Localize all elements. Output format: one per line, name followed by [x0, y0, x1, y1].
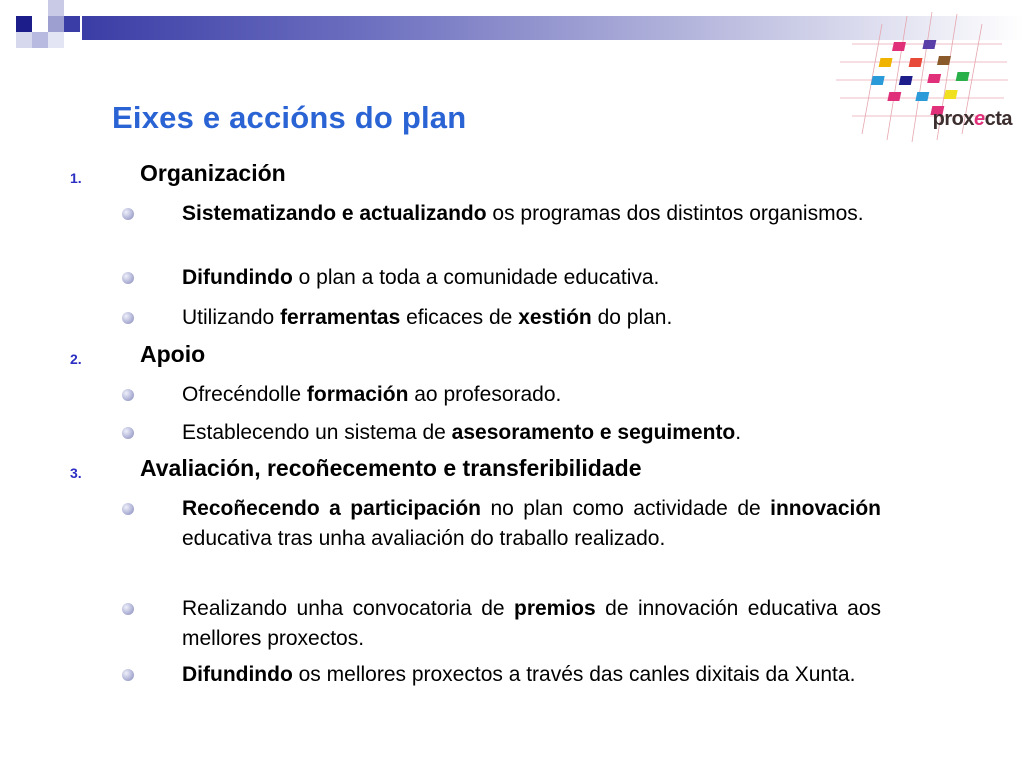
bullet-icon: [122, 272, 134, 284]
logo-wordmark: proxecta: [932, 108, 1012, 130]
list-item-text: Difundindo os mellores proxectos a través das canles dixitais da Xunta.: [182, 663, 856, 686]
bullet-icon: [122, 603, 134, 615]
section-number: 3.: [70, 465, 82, 481]
list-item-text: Recoñecendo a participación no plan como actividade de innovación educativa tras unha avaliación do traballo realizado.: [182, 497, 881, 550]
section-heading: Apoio: [140, 341, 206, 367]
bullet-icon: [122, 312, 134, 324]
list-item-text: Establecendo un sistema de asesoramento e seguimento.: [182, 421, 742, 444]
list-item-text: Realizando unha convocatoria de premios de innovación educativa aos mellores proxectos.: [182, 597, 881, 650]
section-number: 1.: [70, 170, 82, 186]
slide-title: Eixes e accións do plan: [112, 100, 467, 135]
bullet-icon: [122, 389, 134, 401]
bullet-icon: [122, 427, 134, 439]
proxecta-logo: [832, 4, 1020, 142]
section-heading: Organización: [140, 160, 286, 186]
list-item-text: Ofrecéndolle formación ao profesorado.: [182, 383, 562, 406]
bullet-icon: [122, 208, 134, 220]
section-heading: Avaliación, recoñecemento e transferibilidade: [140, 455, 642, 481]
list-item-text: Utilizando ferramentas eficaces de xestión do plan.: [182, 306, 673, 329]
list-item-text: Sistematizando e actualizando os programas dos distintos organismos.: [182, 202, 864, 225]
bullet-icon: [122, 503, 134, 515]
bullet-icon: [122, 669, 134, 681]
list-item-text: Difundindo o plan a toda a comunidade educativa.: [182, 266, 660, 289]
section-number: 2.: [70, 351, 82, 367]
corner-squares-decoration: [0, 0, 82, 62]
